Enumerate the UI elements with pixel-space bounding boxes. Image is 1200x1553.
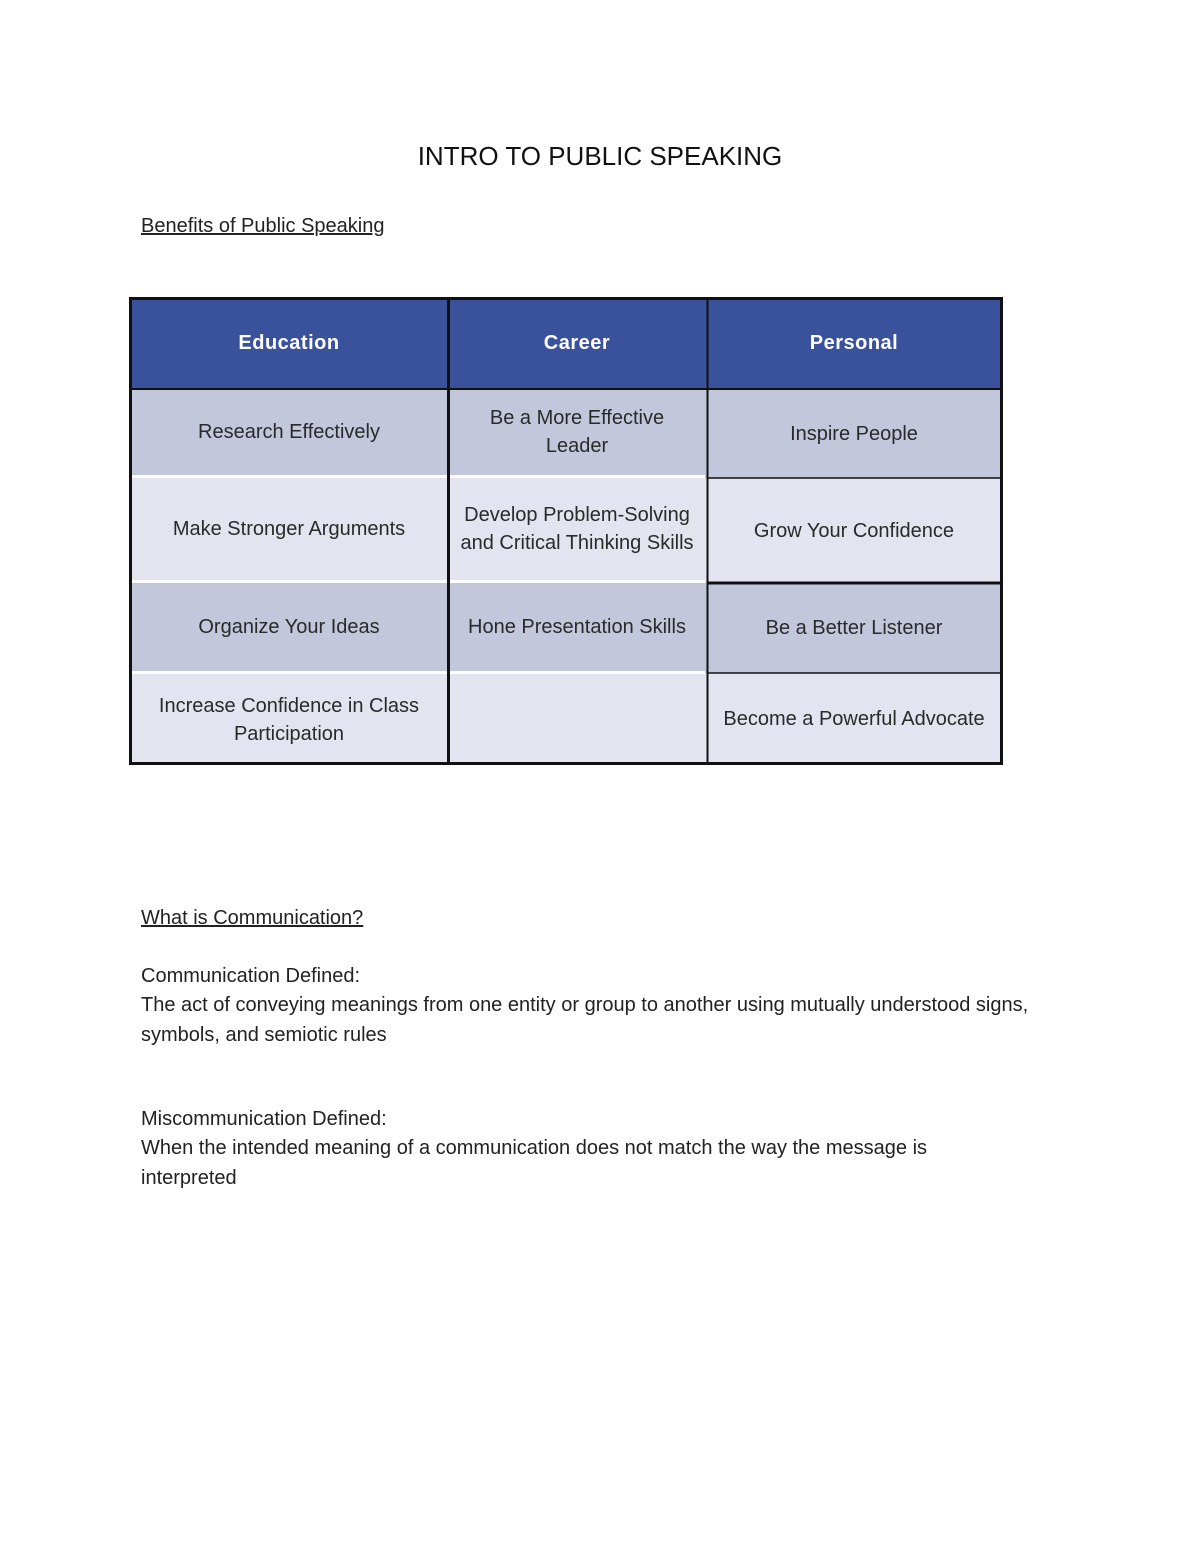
personal-item: Become a Powerful Advocate xyxy=(705,673,1003,765)
education-column xyxy=(129,297,449,765)
education-item: Research Effectively xyxy=(129,389,449,475)
career-item: Develop Problem-Solving and Critical Thinking Skills xyxy=(447,478,707,580)
education-item: Organize Your Ideas xyxy=(129,583,449,671)
page-title: INTRO TO PUBLIC SPEAKING xyxy=(417,141,783,171)
miscommunication-definition-text: When the intended meaning of a communication does not match the way the message is interpreted xyxy=(141,1137,928,1189)
personal-column xyxy=(705,297,1003,765)
communication-definition-text: The act of conveying meanings from one entity or group to another using mutually understood signs, symbols, and semiotic rules xyxy=(141,994,1029,1046)
career-item: Hone Presentation Skills xyxy=(447,583,707,671)
personal-item: Be a Better Listener xyxy=(705,583,1003,673)
career-item xyxy=(447,674,707,765)
communication-heading: What is Communication? xyxy=(141,907,364,929)
personal-item: Grow Your Confidence xyxy=(705,478,1003,583)
miscommunication-definition-label: Miscommunication Defined: xyxy=(141,1108,387,1130)
personal-header: Personal xyxy=(705,297,1003,389)
education-header: Education xyxy=(129,297,449,389)
career-item: Be a More Effective Leader xyxy=(447,389,707,475)
education-item: Increase Confidence in Class Participation xyxy=(129,674,449,765)
career-column xyxy=(447,297,707,765)
benefits-table xyxy=(129,297,1003,765)
career-header: Career xyxy=(447,297,707,389)
personal-item: Inspire People xyxy=(705,389,1003,478)
communication-definition-label: Communication Defined: xyxy=(141,965,360,987)
benefits-heading: Benefits of Public Speaking xyxy=(141,215,385,237)
education-item: Make Stronger Arguments xyxy=(129,478,449,580)
